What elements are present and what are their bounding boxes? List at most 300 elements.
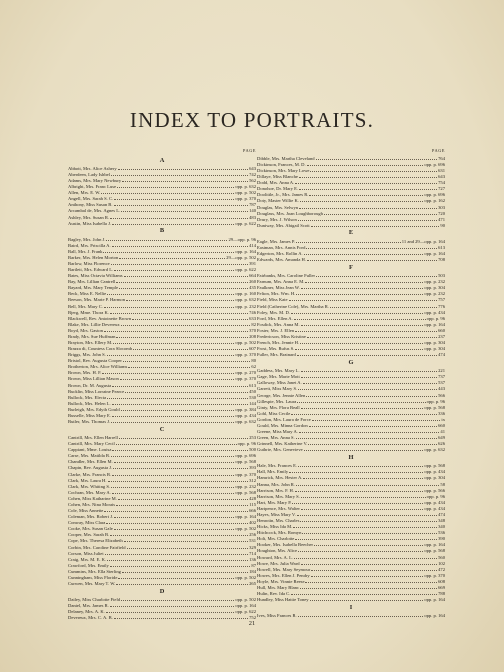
entry-name: Cappiani, Mme. Louisa (68, 447, 112, 453)
entry-name: Hamrick, Mrs. Hester A. (257, 475, 303, 481)
entry-page: 500 (249, 447, 256, 453)
dot-leader (110, 561, 251, 566)
entry-name: Faulkner, Miss Jean W. (257, 285, 300, 291)
entry-name: Gillespie, Mrs. Laura (257, 398, 297, 404)
entry-page: 660 (438, 327, 445, 333)
entry-page: opp. p. 696 (235, 453, 256, 459)
entry-page: 633 (249, 315, 256, 321)
entry-name: Hicks, Miss Ida M. (257, 524, 293, 530)
entry-name: Bjerg, Mme. Thora K. (68, 309, 109, 315)
dot-leader (297, 511, 437, 516)
entry-name: Duniway, Mrs. Abigail Scott (257, 222, 310, 228)
index-entry (68, 418, 256, 424)
dot-leader (114, 195, 234, 200)
entry-page: 312 (249, 477, 256, 483)
entry-page: 631 (438, 168, 445, 174)
index-column-right (257, 148, 445, 618)
entry-page: opp. p. 164 (424, 597, 445, 603)
entry-page: 471 (438, 216, 445, 222)
entry-page: 626 (438, 441, 445, 447)
entry-name: Bagley, Mrs. John J. (68, 236, 106, 242)
dot-leader (114, 266, 234, 271)
entry-page: 714 (249, 550, 256, 556)
dot-leader (304, 446, 424, 451)
dot-leader (132, 314, 248, 319)
entry-name: Galloway, Miss Janet A. (257, 380, 302, 386)
dot-leader (122, 177, 248, 182)
dot-leader (296, 480, 439, 485)
entry-page: opp. p. 370 (235, 352, 256, 358)
section-letter: G (348, 358, 354, 366)
dot-leader (112, 241, 248, 246)
dot-leader (316, 155, 438, 160)
entry-name: Edwards, Mrs. Amanda H. (257, 257, 306, 263)
dot-leader (114, 201, 249, 206)
entry-page: 649 (438, 435, 445, 441)
dot-leader (297, 397, 425, 402)
entry-name: Gaddess, Mrs. Mary L. (257, 368, 300, 374)
entry-page: 742 (249, 171, 256, 177)
entry-page: 29—opp. p. 502 (226, 254, 256, 260)
dot-leader (324, 209, 437, 214)
dot-leader (113, 339, 234, 344)
dot-leader (124, 537, 248, 542)
section-letter: I (349, 603, 353, 611)
entry-name: Brazza di, Countess Cora Slocomb (68, 346, 133, 352)
section-letter: F (349, 263, 353, 271)
dot-leader (301, 492, 426, 497)
dot-leader (121, 405, 235, 410)
dot-leader (301, 559, 438, 564)
dot-leader (307, 161, 424, 166)
entry-page: 260 (249, 279, 256, 285)
entry-name: Guthrie, Mrs. Genevieve (257, 447, 303, 453)
entry-name: Daniel, Mrs. James R. (68, 603, 109, 609)
sections-left (68, 155, 256, 620)
entry-name: Ford, Mrs. Ellen A. (257, 315, 293, 321)
section-letter: A (159, 156, 165, 164)
entry-name: Brady, Mrs. Sue Huffman (68, 333, 116, 339)
dot-leader (124, 272, 249, 277)
entry-page: opp. p. 164 (235, 603, 256, 609)
entry-name: Foley, Mrs. M. D. (257, 309, 291, 315)
entry-page: opp. p. 568 (424, 463, 445, 469)
entry-page: 102 (438, 560, 445, 566)
entry-name: Henrotin, Mrs. Charles (257, 518, 300, 524)
dot-leader (309, 422, 437, 427)
dot-leader (301, 373, 437, 378)
entry-name: Crawford, Mrs. Emily (68, 562, 109, 568)
dot-leader (295, 326, 437, 331)
entry-name: Carse, Mrs. Matilda B. (68, 453, 111, 459)
entry-name: Doolittle, Jr., Mrs. James R. (257, 192, 309, 198)
entry-page: opp. p. 96 (426, 493, 445, 499)
dot-leader (121, 320, 251, 325)
entry-page: 41 (440, 429, 445, 435)
entry-page: 184 (249, 568, 256, 574)
dot-leader (133, 345, 248, 350)
dot-leader (118, 574, 234, 579)
dot-leader (127, 543, 249, 548)
column-header-left: PAGE (243, 148, 256, 153)
section-letter: D (159, 587, 165, 595)
entry-name: Cope, Mrs. Theresa Elizabeth (68, 538, 123, 544)
entry-page: 329 (249, 544, 256, 550)
entry-name: Arcambal de, Mrs. Agnes L. (68, 208, 121, 214)
entry-page: 340 (438, 524, 445, 530)
entry-name: Anthony, Miss Susan B. (68, 202, 113, 208)
dot-leader (113, 464, 248, 469)
dot-leader (110, 308, 248, 313)
dot-leader (294, 314, 426, 319)
dot-leader (298, 547, 423, 552)
entry-name: Busselle, Miss Mary E. (68, 412, 112, 418)
entry-name: Beeson, Mrs. Marie P. Harmon (68, 297, 126, 303)
entry-name: Harrison, Mrs. F. H. (257, 487, 295, 493)
dot-leader (104, 507, 248, 512)
dot-leader (108, 476, 249, 481)
dot-leader (119, 254, 225, 259)
dot-leader (107, 393, 248, 398)
entry-name: Gage, Mrs. Marie Mott (257, 374, 300, 380)
section-letter: H (348, 453, 354, 461)
entry-page: opp. p. 434 (424, 499, 445, 505)
entry-page: 737 (438, 374, 445, 380)
entry-name: Baird, Mrs. Priscilla A. (68, 242, 111, 248)
entry-page: 428 (249, 495, 256, 501)
entry-name: Abbott, Mrs. Alice Ashery (68, 165, 117, 171)
entry-name: Cochran, Mrs. Mary A. (68, 489, 111, 495)
entry-page: opp. p. 96 (237, 441, 256, 447)
dot-leader (118, 165, 248, 170)
entry-name: Bayard, Mrs. Mary Temple (68, 285, 118, 291)
entry-name: Burleigh, Mrs. Edyth Gould (68, 406, 120, 412)
entry-name: Grinnell, Mrs. Katherine V. (257, 441, 308, 447)
entry-page: opp. p. 164 (424, 321, 445, 327)
dot-leader (114, 525, 235, 530)
entry-name: Devereux, Mrs. C. A. B. (68, 615, 113, 621)
dot-leader (111, 260, 248, 265)
entry-name: Hooker, Mrs. Isabella Beecher (257, 542, 314, 548)
entry-page: 607 (249, 346, 256, 352)
dot-leader (118, 494, 248, 499)
entry-page: 562 (249, 178, 256, 184)
entry-name: Cohen, Miss Katharine M. (68, 495, 117, 501)
entry-name: Dillaye, Miss Blanche (257, 174, 298, 180)
entry-page: opp. p. 502 (235, 526, 256, 532)
entry-name: Austin, Miss Isabella J. (68, 220, 112, 226)
entry-page: 140 (249, 208, 256, 214)
dot-leader (306, 244, 437, 249)
dot-leader (330, 302, 437, 307)
entry-page: opp. p. 568 (235, 459, 256, 465)
entry-page: 82 (251, 321, 256, 327)
dot-leader (310, 596, 424, 601)
dot-leader (112, 219, 234, 224)
entry-name: Hulin, Rev. Ida C. (257, 590, 291, 596)
entry-page: opp. p. 502 (235, 574, 256, 580)
entry-name: Field (Catherine Cole), Mrs. Martha R. (257, 303, 329, 309)
entry-name: Boyd, Mrs. Gaston (68, 327, 103, 333)
entry-name: Hanna, Mrs. John R. (257, 481, 296, 487)
dot-leader (311, 571, 424, 576)
entry-page: 608 (438, 578, 445, 584)
dot-leader (300, 197, 423, 202)
entry-page: opp. p. 568 (424, 404, 445, 410)
dot-leader (120, 375, 235, 380)
entry-page: 370 (249, 327, 256, 333)
entry-name: Hart, Mrs. Mary P. (257, 499, 292, 505)
dot-leader (116, 333, 248, 338)
entry-name: Howard, Mrs. A. L. (257, 554, 294, 560)
entry-name: Hartpence, Mrs. Walter (257, 505, 300, 511)
entry-page: opp. p. 696 (424, 192, 445, 198)
entry-name: Corbin, Mrs. Caroline Fairfield (68, 544, 126, 550)
dot-leader (311, 565, 437, 570)
sections-right (257, 155, 445, 618)
entry-page: 393 (249, 465, 256, 471)
dot-leader (104, 326, 248, 331)
dot-leader (298, 462, 423, 467)
entry-page: opp. p. 164 (235, 248, 256, 254)
entry-page: opp. p. 232 (235, 483, 256, 489)
entry-name: Brown, Mrs. H. F. (68, 370, 102, 376)
dot-leader (112, 399, 248, 404)
entry-page: 474 (438, 511, 445, 517)
dot-leader (298, 385, 437, 390)
entry-name: Cole, Miss Annette (68, 508, 104, 514)
dot-leader (116, 278, 248, 283)
entry-page: 643 (438, 174, 445, 180)
dot-leader (112, 412, 234, 417)
entry-page: 669 (438, 584, 445, 590)
entry-page: opp. p. 164 (235, 514, 256, 520)
dot-leader (307, 256, 437, 261)
entry-name: Felton, Mrs. Wm. H. (257, 291, 296, 297)
entry-page: 613 (249, 382, 256, 388)
entry-name: Brown, Miss Lillian Mason (68, 376, 119, 382)
entry-page: 613 (438, 244, 445, 250)
entry-page: 788 (438, 590, 445, 596)
dot-leader (299, 173, 437, 178)
entry-page: 29—opp. p. 96 (228, 236, 256, 242)
entry-page: 237 (438, 333, 445, 339)
entry-page: opp. p. 232 (424, 291, 445, 297)
entry-name: Clarke, Mrs. Francis B. (68, 471, 112, 477)
dot-leader (111, 171, 248, 176)
entry-page: opp. p. 370 (235, 471, 256, 477)
entry-page: 764 (438, 155, 445, 161)
entry-page: opp. p. 566 (424, 487, 445, 493)
entry-page: opp. p. 434 (424, 505, 445, 511)
entry-name: Howe, Mrs. Julia Ward (257, 560, 300, 566)
dot-leader (309, 191, 423, 196)
dot-leader (300, 584, 437, 589)
entry-name: Douglass, Mrs. Joan Loughborough (257, 210, 323, 216)
section-letter: E (348, 229, 354, 237)
dot-leader (128, 363, 250, 368)
page-number: 21 (248, 620, 256, 627)
dot-leader (312, 415, 441, 420)
entry-page: 58 (440, 481, 445, 487)
dot-leader (316, 272, 437, 277)
entry-name: Dibble, Mrs. Martha Cleveland (257, 155, 315, 161)
entry-name: Adams, Mrs. Mary Newbury (68, 178, 122, 184)
section-letter: B (159, 227, 165, 235)
entry-name: Bullock, Mrs. Helen L. (68, 400, 111, 406)
dot-leader (314, 541, 423, 546)
dot-leader (296, 290, 423, 295)
dot-leader (308, 440, 437, 445)
entry-name: Brown, Dr. M. Augusta (68, 382, 112, 388)
index-entry (257, 596, 445, 602)
dot-leader (107, 555, 248, 560)
entry-page: opp. p. 96 (426, 315, 445, 321)
entry-name: Fairbanks, Mrs. Caroline Fuller (257, 273, 316, 279)
dot-leader (117, 183, 234, 188)
dot-leader (303, 474, 423, 479)
entry-page: opp. p. 434 (424, 469, 445, 475)
dot-leader (296, 434, 437, 439)
entry-page: 90 (440, 222, 445, 228)
entry-page: 208 (249, 333, 256, 339)
entry-page: 435 (249, 285, 256, 291)
dot-leader (121, 596, 234, 601)
entry-page: opp. p. 96 (426, 398, 445, 404)
entry-page: opp. p. 370 (235, 376, 256, 382)
entry-page: 531 (249, 538, 256, 544)
dot-leader (291, 308, 423, 313)
entry-name: Clark, Mrs. Laura H. (68, 477, 107, 483)
dot-leader (299, 428, 439, 433)
dot-leader (101, 189, 234, 194)
dot-leader (297, 351, 437, 356)
entry-name: Donohoe, Dr. Mary E. (257, 186, 299, 192)
dot-leader (112, 488, 234, 493)
dot-leader (302, 529, 437, 534)
dot-leader (301, 504, 423, 509)
entry-page: 664 (249, 273, 256, 279)
dot-leader (111, 452, 234, 457)
dot-leader (299, 203, 437, 208)
entry-name: Cohen, Mrs. Nina Morais (68, 501, 116, 507)
entry-name: Corson, Miss Juliet (68, 550, 104, 556)
dot-leader (114, 458, 235, 463)
entry-name: Drury, Mrs. J. Wilson (257, 216, 297, 222)
entry-name: Fosdick, Mrs. Anna M. (257, 321, 300, 327)
entry-name: Bucklin, Miss Lorraine Pearce (68, 388, 125, 394)
entry-name: Ginty, Mrs. Flora Beall (257, 404, 300, 410)
entry-name: Doty, Master Willie K. (257, 198, 299, 204)
dot-leader (110, 213, 248, 218)
entry-name: Allen, Mrs. E. W. (68, 190, 101, 196)
entry-page: 11 and 29—opp. p. 164 (401, 238, 445, 244)
entry-name: Eastman, Mrs. Annis Ford (257, 244, 306, 250)
entry-name: George, Mrs. Jennie Allen (257, 392, 306, 398)
entry-name: Barlow, Miss Florence (68, 260, 110, 266)
entry-name: Bristol, Rev. Augusta Cooper (68, 358, 122, 364)
dot-leader (106, 608, 235, 613)
entry-page: 566 (438, 392, 445, 398)
entry-name: Cummins, Mrs. Ella Sterling (68, 568, 121, 574)
entry-page: 720 (438, 210, 445, 216)
dot-leader (305, 278, 423, 283)
entry-page: 727 (438, 186, 445, 192)
entry-name: Brotherton, Mrs. Alice Williams (68, 364, 128, 370)
entry-page: opp. p. 304 (424, 340, 445, 345)
index-column-left (68, 148, 256, 620)
dot-leader (298, 215, 437, 220)
entry-page: opp. p. 622 (235, 267, 256, 273)
dot-leader (112, 470, 234, 475)
entry-name: Field, Miss Kate (257, 297, 288, 303)
entry-page: 503 (438, 273, 445, 279)
entry-name: Angell, Mrs. Sarah S. C. (68, 196, 114, 202)
entry-name: Clark, Mrs. Whiting S. (68, 483, 111, 489)
entry-page: opp. p. 434 (424, 309, 445, 315)
entry-page: 136 (249, 556, 256, 562)
dot-leader (289, 468, 423, 473)
entry-page: opp. p. 502 (235, 597, 256, 603)
entry-page: opp. p. 632 (235, 184, 256, 190)
entry-name: Curwen, Mrs. Mary T. W. (68, 580, 116, 586)
entry-page: opp. p. 632 (235, 297, 256, 303)
dot-leader (123, 357, 250, 362)
entry-name: French, Mrs. Jennie H. (257, 340, 300, 345)
dot-leader (114, 513, 234, 518)
entry-name: Aberdeen, Lady Ishbel (68, 171, 110, 177)
dot-leader (119, 434, 248, 439)
entry-name: Hale, Mrs. Frances E. (257, 463, 298, 469)
entry-name: Hitchcock, Mrs. Romyn (257, 530, 302, 536)
dot-leader (301, 403, 424, 408)
entry-page: 752 (249, 615, 256, 621)
entry-page: 560 (438, 554, 445, 560)
dot-leader (292, 498, 423, 503)
entry-name: Gohl, Miss Cecile (257, 410, 291, 416)
entry-page: opp. p. 384 (235, 406, 256, 412)
entry-page: 221 (438, 368, 445, 374)
entry-page: opp. p. 434 (235, 412, 256, 418)
section-letter: C (159, 425, 165, 433)
entry-page: opp. p. 502 (235, 340, 256, 345)
entry-name: Howell, Mrs. Mary Seymour (257, 566, 311, 572)
entry-name: Ives, Miss Frances R. (257, 613, 297, 619)
entry-page: 414 (249, 242, 256, 248)
dot-leader (116, 580, 248, 585)
entry-page: 757 (438, 297, 445, 303)
page-title: INDEX TO PORTRAITS. (129, 108, 375, 132)
entry-page: 265 (249, 580, 256, 586)
entry-name: Brayton, Mrs. Ellery M. (68, 340, 113, 345)
entry-name: Gould, Mrs. Minna Gordon (257, 422, 308, 428)
dot-leader (293, 523, 437, 528)
dot-leader (301, 367, 437, 372)
entry-name: Craig, Mrs. M. E. K. (68, 556, 107, 562)
dot-leader (304, 250, 424, 255)
dot-leader (295, 486, 423, 491)
entry-name: Holt, Mrs. Charlotte (257, 536, 295, 542)
entry-name: Chapin, Rev. Augusta J. (68, 465, 113, 471)
dot-leader (295, 535, 437, 540)
entry-page: opp. p. 304 (424, 346, 445, 352)
entry-name: Harrison, Mrs. Mary S. (257, 493, 300, 499)
dot-leader (102, 369, 234, 374)
entry-page: opp. p. 304 (424, 475, 445, 481)
entry-name: Bell, Mrs. Mary C. (68, 303, 103, 309)
entry-page: 660 (438, 422, 445, 428)
entry-page: 472 (438, 566, 445, 572)
